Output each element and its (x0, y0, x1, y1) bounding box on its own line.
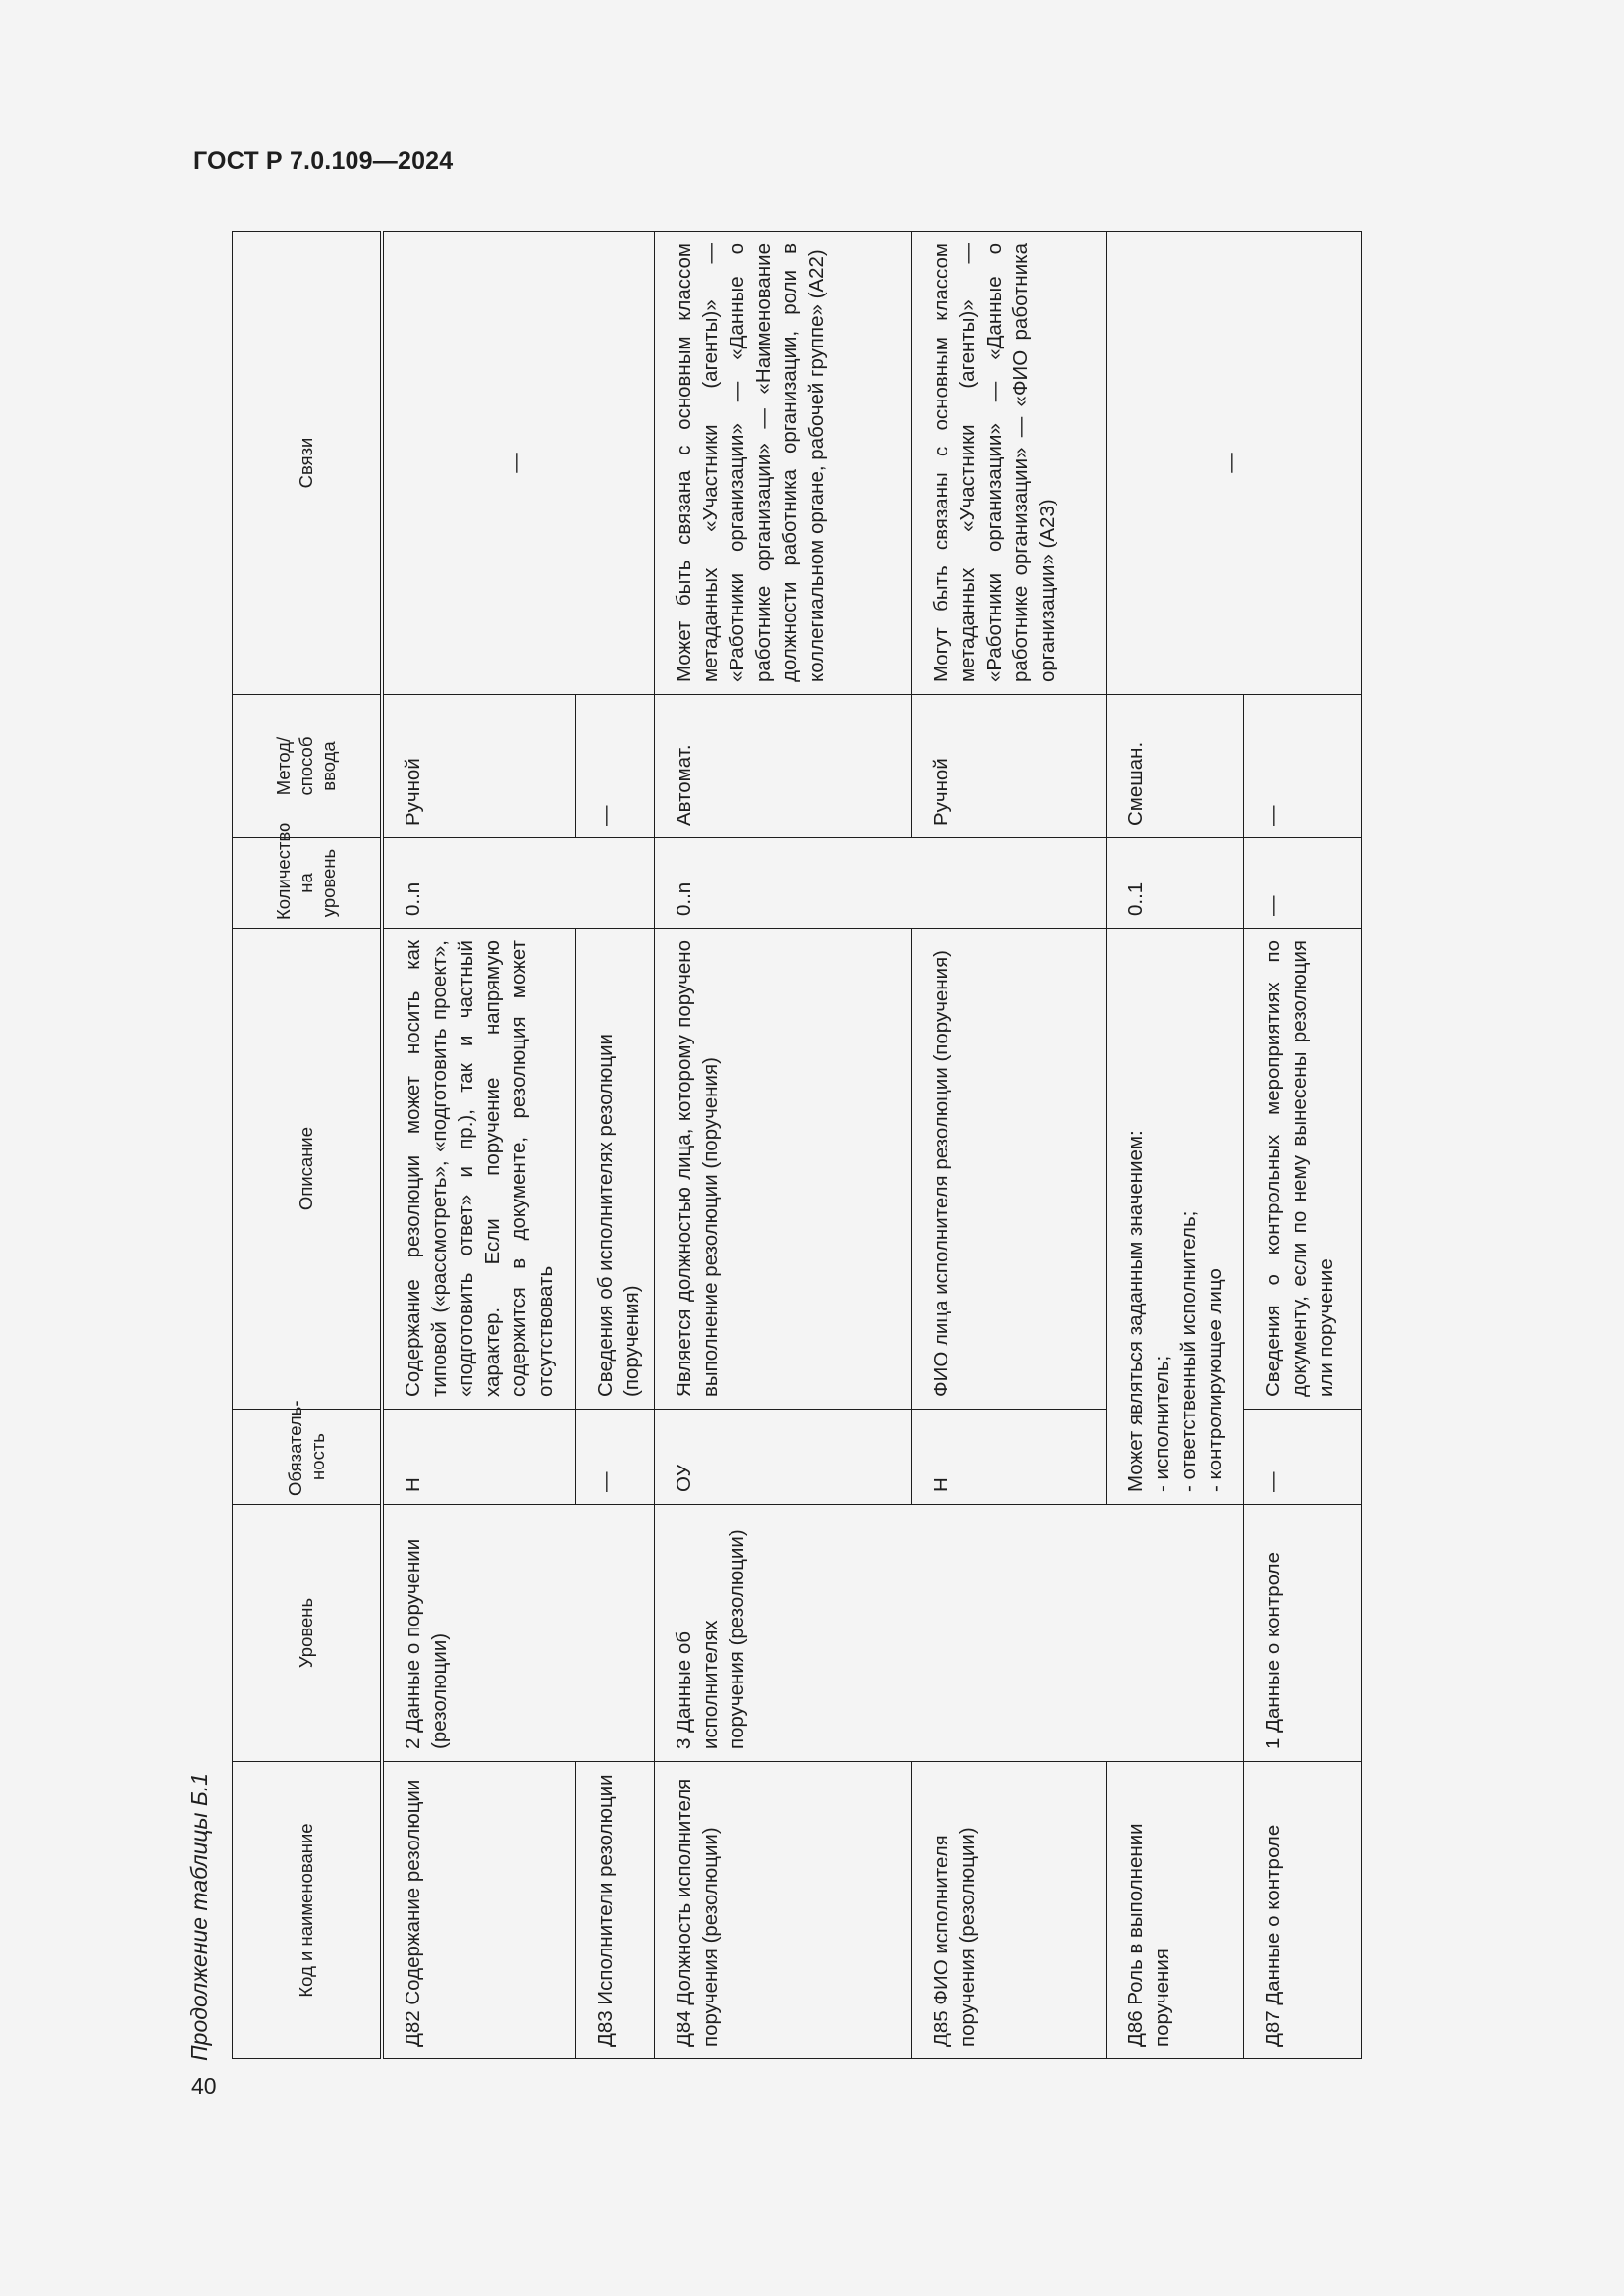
col-header-code: Код и наименование (233, 1762, 382, 2059)
cell-level: 3 Данные об исполнителях поручения (резолюции) (655, 1505, 1244, 1762)
cell-quantity: 0..n (655, 838, 1107, 929)
role-description-intro: Может являться заданным значением: (1124, 1130, 1147, 1492)
cell-obligation: — (576, 1410, 655, 1505)
cell-links: Может быть связана с основным классом метаданных «Участники (агенты)» — «Работники организации» — «Данные о работнике организации» — «Наименование должности работника организации, роли в коллегиальном органе, рабочей группе» (А22) (655, 232, 912, 695)
table-container (232, 232, 1357, 2059)
cell-description: ФИО лица исполнителя резолюции (поручения) (912, 929, 1107, 1410)
cell-description (1107, 929, 1244, 1505)
col-header-obligation: Обязатель- ность (233, 1410, 382, 1505)
col-header-method: Метод/ способ ввода (233, 695, 382, 838)
cell-links: Могут быть связаны с основным классом метаданных «Участники (агенты)» — «Работники организации» — «Данные о работнике организации» — «ФИО работника организации» (А23) (912, 232, 1107, 695)
table-caption: Продолжение таблицы Б.1 (187, 1773, 212, 2061)
cell-level: 2 Данные о поручении (резолюции) (382, 1505, 655, 1762)
cell-code: Д83 Исполнители резолюции (576, 1762, 655, 2059)
cell-quantity: 0..1 (1107, 838, 1244, 929)
cell-links: — (382, 232, 655, 695)
table-row-d85 (912, 232, 1107, 2059)
table-row-d86 (1107, 232, 1244, 2059)
cell-code: Д84 Должность исполнителя поручения (резолюции) (655, 1762, 912, 2059)
col-header-links: Связи (233, 232, 382, 695)
role-list (1149, 940, 1228, 1492)
cell-obligation: Н (912, 1410, 1107, 1505)
cell-obligation: — (1244, 1410, 1362, 1505)
cell-code: Д87 Данные о контроле (1244, 1762, 1362, 2059)
list-item: - исполнитель; (1149, 940, 1175, 1492)
list-item: - ответственный исполнитель; (1175, 940, 1202, 1492)
cell-description: Сведения об исполнителях резолюции (поручения) (576, 929, 655, 1410)
cell-description: Сведения о контрольных мероприятиях по документу, если по нему вынесены резолюция или поручение (1244, 929, 1362, 1410)
metadata-table (232, 231, 1362, 2059)
cell-links: — (1107, 232, 1362, 695)
page-number: 40 (191, 2073, 217, 2099)
table-row-d82 (382, 232, 576, 2059)
cell-method: — (1244, 695, 1362, 838)
cell-method: Ручной (912, 695, 1107, 838)
col-header-quantity: Количество на уровень (233, 838, 382, 929)
cell-method: Автомат. (655, 695, 912, 838)
list-item: - контролирующее лицо (1202, 940, 1228, 1492)
cell-code: Д82 Содержание резолюции (382, 1762, 576, 2059)
cell-description: Является должностью лица, которому поручено выполнение резолюции (поручения) (655, 929, 912, 1410)
header-row (233, 232, 382, 2059)
cell-obligation: ОУ (655, 1410, 912, 1505)
cell-description: Содержание резолюции может носить как типовой («рассмотреть», «подготовить проект», «подготовить ответ» и пр.), так и частный характер. Если поручение напрямую содержится в документе, резолюция может отсутствовать (382, 929, 576, 1410)
col-header-level: Уровень (233, 1505, 382, 1762)
col-header-description: Описание (233, 929, 382, 1410)
cell-obligation: Н (382, 1410, 576, 1505)
cell-quantity: — (1244, 838, 1362, 929)
cell-code: Д85 ФИО исполнителя поручения (резолюции) (912, 1762, 1107, 2059)
cell-code: Д86 Роль в выполнении поручения (1107, 1762, 1244, 2059)
cell-method: — (576, 695, 655, 838)
cell-method: Смешан. (1107, 695, 1244, 838)
cell-method: Ручной (382, 695, 576, 838)
cell-quantity: 0..n (382, 838, 655, 929)
table-row-d84 (655, 232, 912, 2059)
cell-level: 1 Данные о контроле (1244, 1505, 1362, 1762)
document-header: ГОСТ Р 7.0.109—2024 (193, 147, 454, 175)
